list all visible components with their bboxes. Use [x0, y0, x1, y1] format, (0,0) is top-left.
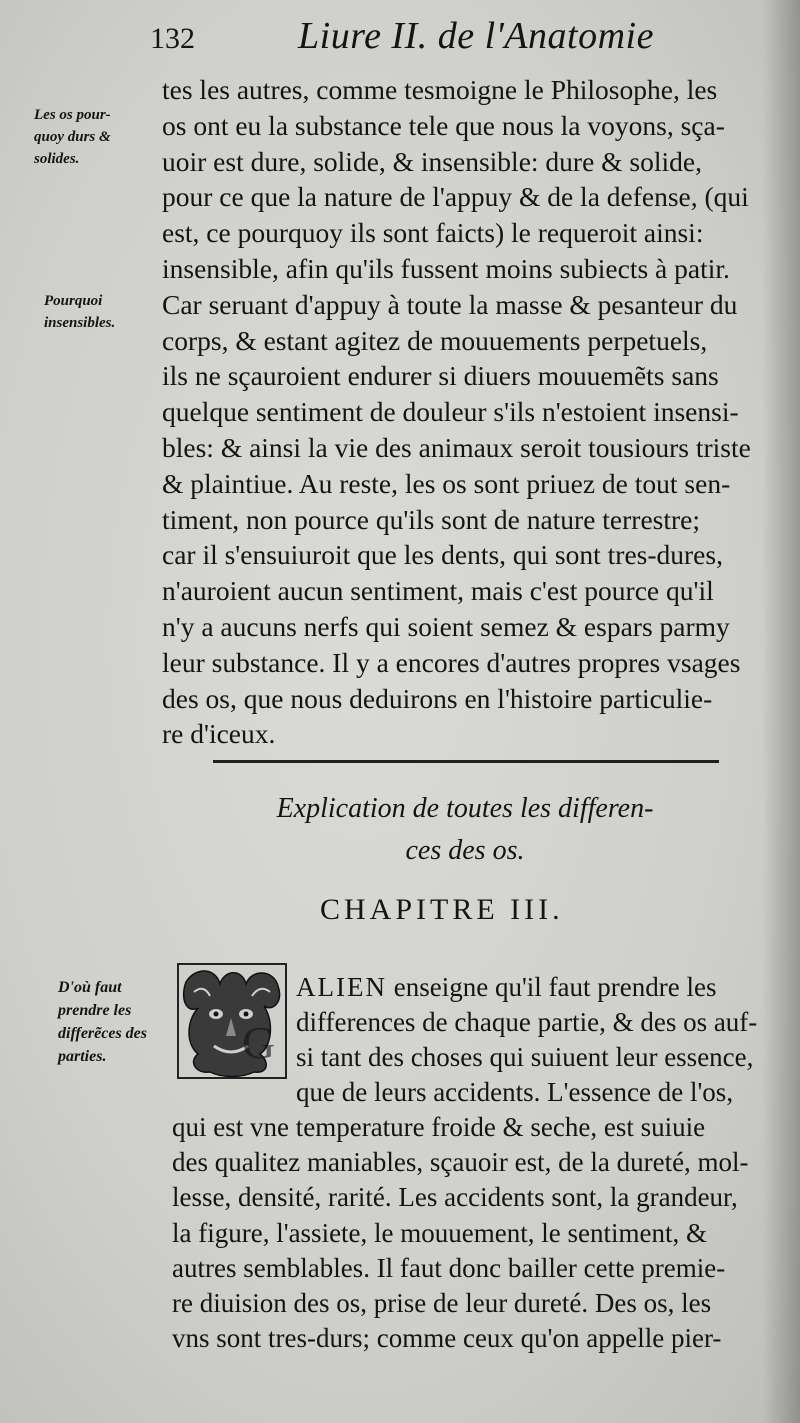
margin-note-line: Pourquoi	[44, 293, 103, 309]
text-line: si tant des choses qui suiuent leur essence,	[296, 1042, 754, 1072]
chapter-heading: CHAPITRE III.	[320, 893, 564, 926]
margin-note-line: prendre les	[58, 1002, 132, 1019]
page-number: 132	[150, 22, 195, 55]
chapter-opening-lines	[296, 970, 766, 1110]
text-line: pour ce que la nature de l'appuy & de la defense, (qui	[162, 181, 749, 213]
text-line: uoir est dure, solide, & insensible: dure & solide,	[162, 145, 702, 177]
margin-note-differences	[58, 976, 178, 1068]
margin-note-line: solides.	[34, 151, 80, 167]
body-paragraph	[162, 72, 762, 752]
margin-note-line: D'où faut	[58, 979, 122, 996]
chapter-description	[240, 788, 690, 872]
margin-note-line: parties.	[58, 1048, 107, 1065]
text-line: des qualitez maniables, sçauoir est, de la dureté, mol-	[172, 1147, 749, 1178]
text-line: la figure, l'assiete, le mouuement, le sentiment, &	[172, 1217, 707, 1248]
text-line: qui est vne temperature froide & seche, est suiuie	[172, 1112, 706, 1142]
text-line: car il s'ensuiuroit que les dents, qui sont tres-dures,	[162, 539, 723, 571]
text-line: des os, que nous deduirons en l'histoire particulie-	[162, 682, 713, 714]
chapter-description-line: ces des os.	[405, 835, 525, 866]
running-title: Liure II. de l'Anatomie	[298, 15, 654, 57]
text-line: est, ce pourquoy ils sont faicts) le requeroit ainsi:	[162, 217, 704, 249]
text-line-rest: enseigne qu'il faut prendre les	[386, 972, 717, 1002]
text-line: lesse, densité, rarité. Les accidents sont, la grandeur,	[172, 1182, 738, 1213]
margin-note-line: differẽces des	[58, 1025, 147, 1042]
text-line: timent, non pource qu'ils sont de nature terrestre;	[162, 503, 700, 535]
text-line: autres semblables. Il faut donc bailler cette premie-	[172, 1252, 726, 1283]
chapter-paragraph	[172, 1110, 772, 1356]
text-line: leur substance. Il y a encores d'autres propres vsages	[162, 646, 741, 678]
section-divider	[213, 760, 719, 763]
text-line: re diuision des os, prise de leur dureté. Des os, les	[172, 1288, 712, 1319]
text-line: bles: & ainsi la vie des animaux seroit tousiours triste	[162, 431, 751, 463]
margin-note-hard-solid	[34, 104, 154, 170]
text-line: corps, & estant agitez de mouuements perpetuels,	[162, 324, 708, 356]
ornamental-drop-cap	[176, 962, 288, 1080]
chapter-description-line: Explication de toutes les differen-	[276, 793, 654, 824]
text-line: ils ne sçauroient endurer si diuers mouuemẽts sans	[162, 360, 719, 392]
text-line: os ont eu la substance tele que nous la voyons, sça-	[162, 109, 725, 141]
text-line: differences de chaque partie, & des os auf-	[296, 1007, 758, 1037]
first-word: ALIEN	[296, 972, 387, 1002]
text-line	[296, 970, 766, 1005]
text-line: & plaintiue. Au reste, les os sont priuez de tout sen-	[162, 467, 731, 499]
text-line: re d'iceux.	[162, 718, 276, 750]
drop-cap-letter: G	[242, 1017, 276, 1068]
text-line: tes les autres, comme tesmoigne le Philosophe, les	[162, 74, 718, 105]
text-line: vns sont tres-durs; comme ceux qu'on appelle pier-	[172, 1323, 722, 1354]
margin-note-line: Les os pour-	[34, 107, 111, 123]
text-line: que de leurs accidents. L'essence de l'os,	[296, 1077, 734, 1107]
margin-note-insensible	[44, 290, 164, 334]
margin-note-line: insensibles.	[44, 315, 116, 331]
text-line: quelque sentiment de douleur s'ils n'estoient insensi-	[162, 396, 739, 428]
text-line: Car seruant d'appuy à toute la masse & pesanteur du	[162, 288, 738, 320]
text-line: n'y a aucuns nerfs qui soient semez & espars parmy	[162, 610, 730, 642]
margin-note-line: quoy durs &	[34, 129, 111, 145]
text-line: insensible, afin qu'ils fussent moins subiects à patir.	[162, 252, 730, 284]
text-line: n'auroient aucun sentiment, mais c'est pource qu'il	[162, 575, 714, 607]
